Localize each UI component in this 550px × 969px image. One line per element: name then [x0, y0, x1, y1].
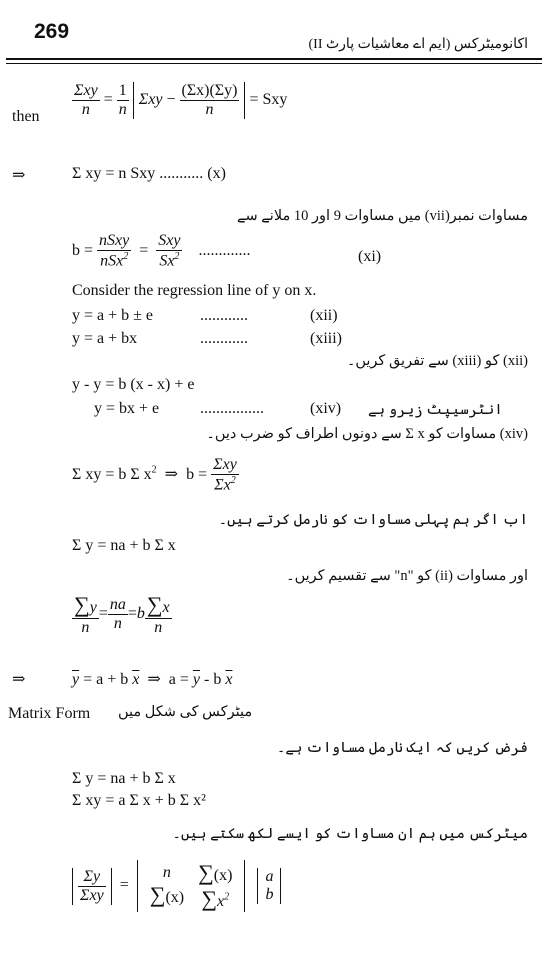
urdu-divide-text: اور مساوات (ii) کو "n" سے تقسیم کریں۔	[286, 568, 528, 584]
matrix-form-label: Matrix Form	[8, 705, 91, 722]
running-title: اکانومیٹرکس (ایم اے معاشیات پارٹ II)	[308, 37, 528, 52]
equation-xiii-label: (xiii)	[310, 330, 342, 347]
implies-arrow: ⇒	[12, 167, 26, 184]
dots: ............	[200, 307, 248, 324]
consider-text: Consider the regression line of y on x.	[72, 282, 317, 299]
normal-equation-1: Σ y = na + b Σ x	[72, 770, 176, 787]
equation-xii-label: (xii)	[310, 307, 338, 324]
header-rule	[6, 58, 542, 60]
urdu-suppose-text: فرض کریں کہ ایک نارمل مساوات ہے۔	[276, 740, 528, 756]
urdu-normal-text: اب اگر ہم پہلی مساوات کو نارمل کرتے ہیں۔	[218, 512, 528, 528]
matrix-equation: $\frac{\Sigma y}{\text{Σxy}}$ = n ∑(x) ∑(x) $\sum x^2$ a b	[72, 860, 281, 912]
equation-xii: y = a + b ± e	[72, 307, 154, 324]
implies-arrow: ⇒	[12, 671, 26, 688]
equation-xiv: y = bx + e	[94, 400, 160, 417]
equation-x: Σ xy = n Sxy ........... (x)	[72, 165, 226, 182]
header-rule-thin	[6, 63, 542, 64]
normal-equation-2: Σ xy = a Σ x + b Σ x²	[72, 792, 206, 809]
equation-sxy: $\frac{\text{Σxy}}{n}$ = $\frac{1}{n}$ Σxy − $\frac{(\Sigma x)(\Sigma y)}{n}$ = Sxy	[74, 82, 288, 118]
equation-b-ratio: b = $\frac{\text{nSxy}}{nSx^2}$ = $\frac{\text{Sxy}}{Sx^2}$ .............	[72, 232, 283, 270]
urdu-intercept-text: انٹرسیپٹ زیرو ہے	[368, 402, 503, 418]
urdu-matrix-write-text: میٹرکس میں ہم ان مساوات کو ایسے لکھ سکتے ہیں۔	[172, 826, 528, 842]
equation-difference: y - y = b (x - x) + e	[72, 376, 195, 393]
urdu-subtract-text: (xii) کو (xiii) سے تفریق کریں۔	[346, 353, 528, 369]
urdu-combine-text: مساوات نمبر(vii) میں مساوات 9 اور 10 ملانے سے	[237, 208, 528, 224]
equation-xiv-label: (xiv)	[310, 400, 342, 417]
matrix-form-urdu: میٹرکس کی شکل میں	[118, 704, 253, 720]
equation-means: $\overline{y} = a + b$ $\overline{x}$ ⇒ $a = \overline{y} - b$ $\overline{x}$	[72, 671, 233, 688]
equation-xiii: y = a + bx	[72, 330, 138, 347]
equation-sum-y: Σ y = na + b Σ x	[72, 537, 176, 554]
then-label: then	[12, 108, 40, 125]
dots: ................	[200, 400, 264, 417]
urdu-multiply-text: (xiv) مساوات کو Σ x سے دونوں اطراف کو ضرب دیں۔	[206, 426, 528, 442]
equation-xi-label: (xi)	[358, 248, 382, 265]
equation-b-solution: Σ xy = b Σ $x^2$ ⇒ b = $\frac{\text{Σxy}}{\Sigma x^2}$	[72, 456, 237, 494]
page-number: 269	[34, 20, 70, 43]
dots: ............	[200, 330, 248, 347]
equation-divided: $\frac{\sum y}{n}$ = $\frac{na}{n}$ =b $\frac{\sum x}{n}$	[74, 592, 170, 636]
